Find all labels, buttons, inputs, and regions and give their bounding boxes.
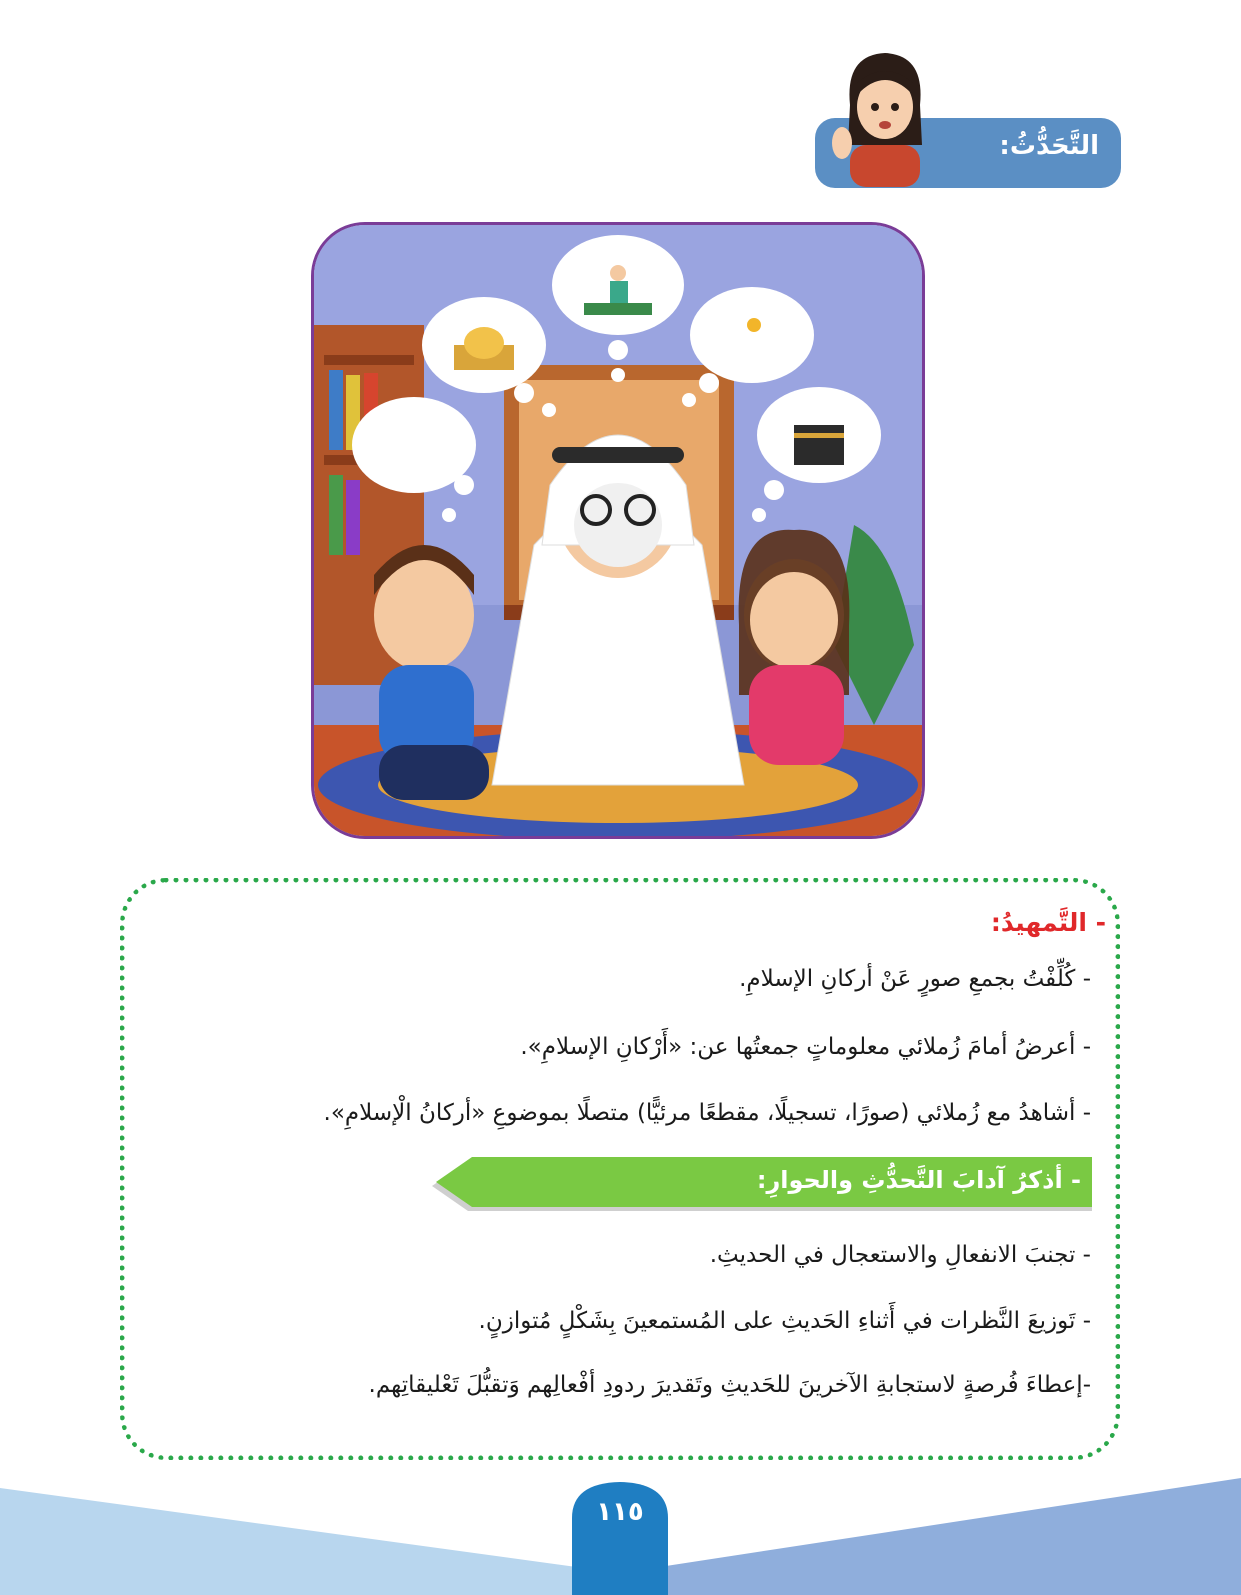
etiquette-item: -إعطاءَ فُرصةٍ لاستجابةِ الآخرينَ للحَديثِ وتَقديرَ ردودِ أفْعالِهم وَتقبُّلَ تَعْليقاتِهم. (368, 1372, 1091, 1398)
etiquette-item: - تَوزيعَ النَّظرات في أَثناءِ الحَديثِ على المُستمعينَ بِشَكْلٍ مُتوازنٍ. (478, 1308, 1091, 1334)
grandfather-children-pillars-image (314, 225, 922, 836)
page-number: ١١٥ (596, 1497, 644, 1527)
etiquette-heading: - أذكرُ آدابَ التَّحدُّثِ والحوارِ: (756, 1166, 1081, 1194)
etiquette-item: - تجنبَ الانفعالِ والاستعجال في الحديثِ. (709, 1242, 1091, 1268)
intro-item: - أعرضُ أمامَ زُملائي معلوماتٍ جمعتُها عن: «أَرْكانِ الإسلامِ». (520, 1034, 1091, 1060)
intro-heading: - التَّمهيدُ: (990, 908, 1106, 937)
main-illustration (311, 222, 925, 839)
section-title: التَّحَدُّثُ: (999, 131, 1099, 161)
speaking-girl-icon (830, 45, 940, 187)
intro-item: - كُلِّفْتُ بجمعِ صورٍ عَنْ أركانِ الإسلامِ. (739, 966, 1091, 992)
intro-item: - أشاهدُ مع زُملائي (صورًا، تسجيلًا، مقطعًا مرئيًّا) متصلًا بموضوعِ «أركانُ الْإسلامِ». (323, 1100, 1091, 1126)
